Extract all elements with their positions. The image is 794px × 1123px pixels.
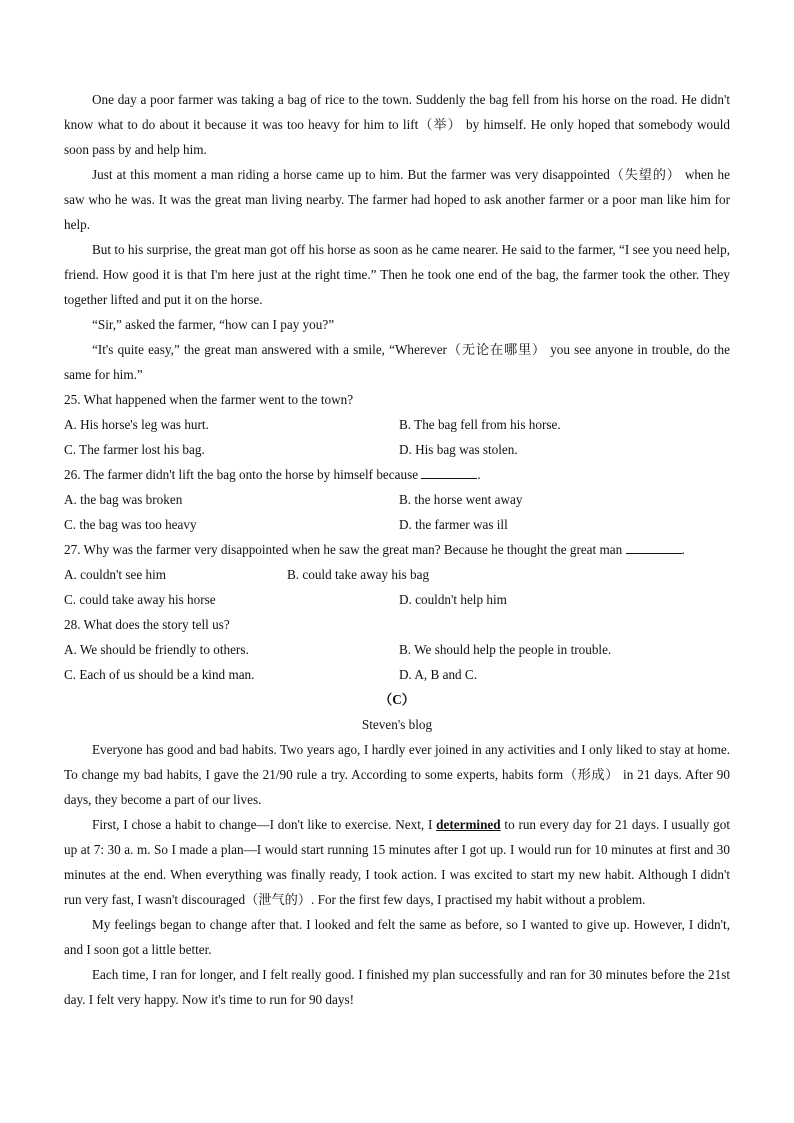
text-segment: to run every day for 21 days. I usually got up at 7: 30 a. m. So I made a plan—I would start running 15 minutes after I got up. I would run for 10 minutes at first and 30 minutes at the end. When everything was finally ready, I took action. I was excited to start my new habit. Although I didn't run very fast, I wasn't discouraged（泄气的）. For the first few days, I practised my habit without a problem. [64,817,730,907]
question-26-stem [64,462,730,487]
option-c[interactable]: C. The farmer lost his bag. [64,442,205,457]
paragraph: One day a poor farmer was taking a bag of rice to the town. Suddenly the bag fell from his horse on the road. He didn't know what to do about it because it was too heavy for him to lift（举） by himself. He only hoped that somebody would soon pass by and help him. [64,92,730,157]
question-26-options [64,487,730,537]
passage-b [64,87,730,387]
option-b[interactable]: B. We should help the people in trouble. [399,642,612,657]
question-25-options [64,412,730,462]
option-d[interactable]: D. A, B and C. [399,667,478,682]
paragraph: “It's quite easy,” the great man answered with a smile, “Wherever（无论在哪里） you see anyone in trouble, do the same for him.” [64,342,730,382]
option-a[interactable]: A. the bag was broken [64,492,183,507]
question-27-options-row2 [64,587,730,612]
question-27-options-row1 [64,562,730,587]
stem-text: 27. Why was the farmer very disappointed when he saw the great man? Because he thought the great man [64,542,623,557]
questions [64,387,730,687]
option-d[interactable]: D. the farmer was ill [399,517,508,532]
stem-end: . [681,542,685,557]
option-c[interactable]: C. Each of us should be a kind man. [64,667,255,682]
paragraph [64,812,730,912]
text-segment: First, I chose a habit to change—I don't like to exercise. Next, I [92,817,437,832]
question-25-stem: 25. What happened when the farmer went to the town? [64,392,354,407]
passage-c [64,687,730,1012]
option-b[interactable]: B. could take away his bag [287,567,430,582]
option-b[interactable]: B. The bag fell from his horse. [399,417,561,432]
question-27-stem [64,537,730,562]
option-a[interactable]: A. couldn't see him [64,567,166,582]
option-c[interactable]: C. the bag was too heavy [64,517,197,532]
stem-text: 26. The farmer didn't lift the bag onto the horse by himself because [64,467,419,482]
key-word: determined [436,817,501,832]
option-b[interactable]: B. the horse went away [399,492,523,507]
section-label: （C） [379,692,415,707]
paragraph: But to his surprise, the great man got off his horse as soon as he came nearer. He said to the farmer, “I see you need help, friend. How good it is that I'm here just at the right time.” Then he took one end of the bag, the farmer took the other. They together lifted and put it on the horse. [64,242,730,307]
paragraph: Just at this moment a man riding a horse came up to him. But the farmer was very disappointed（失望的） when he saw who he was. It was the great man living nearby. The farmer had hoped to ask another farmer or a poor man like him for help. [64,167,730,232]
question-28-stem: 28. What does the story tell us? [64,617,230,632]
option-a[interactable]: A. His horse's leg was hurt. [64,417,209,432]
paragraph: My feelings began to change after that. I looked and felt the same as before, so I wanted to give up. However, I didn't, and I soon got a little better. [64,917,730,957]
option-d[interactable]: D. couldn't help him [399,592,507,607]
paragraph: “Sir,” asked the farmer, “how can I pay you?” [92,317,335,332]
answer-blank [421,466,477,479]
passage-title: Steven's blog [361,717,433,732]
paragraph: Each time, I ran for longer, and I felt really good. I finished my plan successfully and ran for 30 minutes before the 21st day. I felt very happy. Now it's time to run for 90 days! [64,967,730,1007]
question-28-options [64,637,730,687]
option-a[interactable]: A. We should be friendly to others. [64,642,249,657]
answer-blank [626,541,682,554]
option-d[interactable]: D. His bag was stolen. [399,442,518,457]
option-c[interactable]: C. could take away his horse [64,592,216,607]
paragraph: Everyone has good and bad habits. Two years ago, I hardly ever joined in any activities and I only liked to stay at home. To change my bad habits, I gave the 21/90 rule a try. According to some experts, habits form（形成） in 21 days. After 90 days, they become a part of our lives. [64,742,730,807]
stem-end: . [477,467,481,482]
